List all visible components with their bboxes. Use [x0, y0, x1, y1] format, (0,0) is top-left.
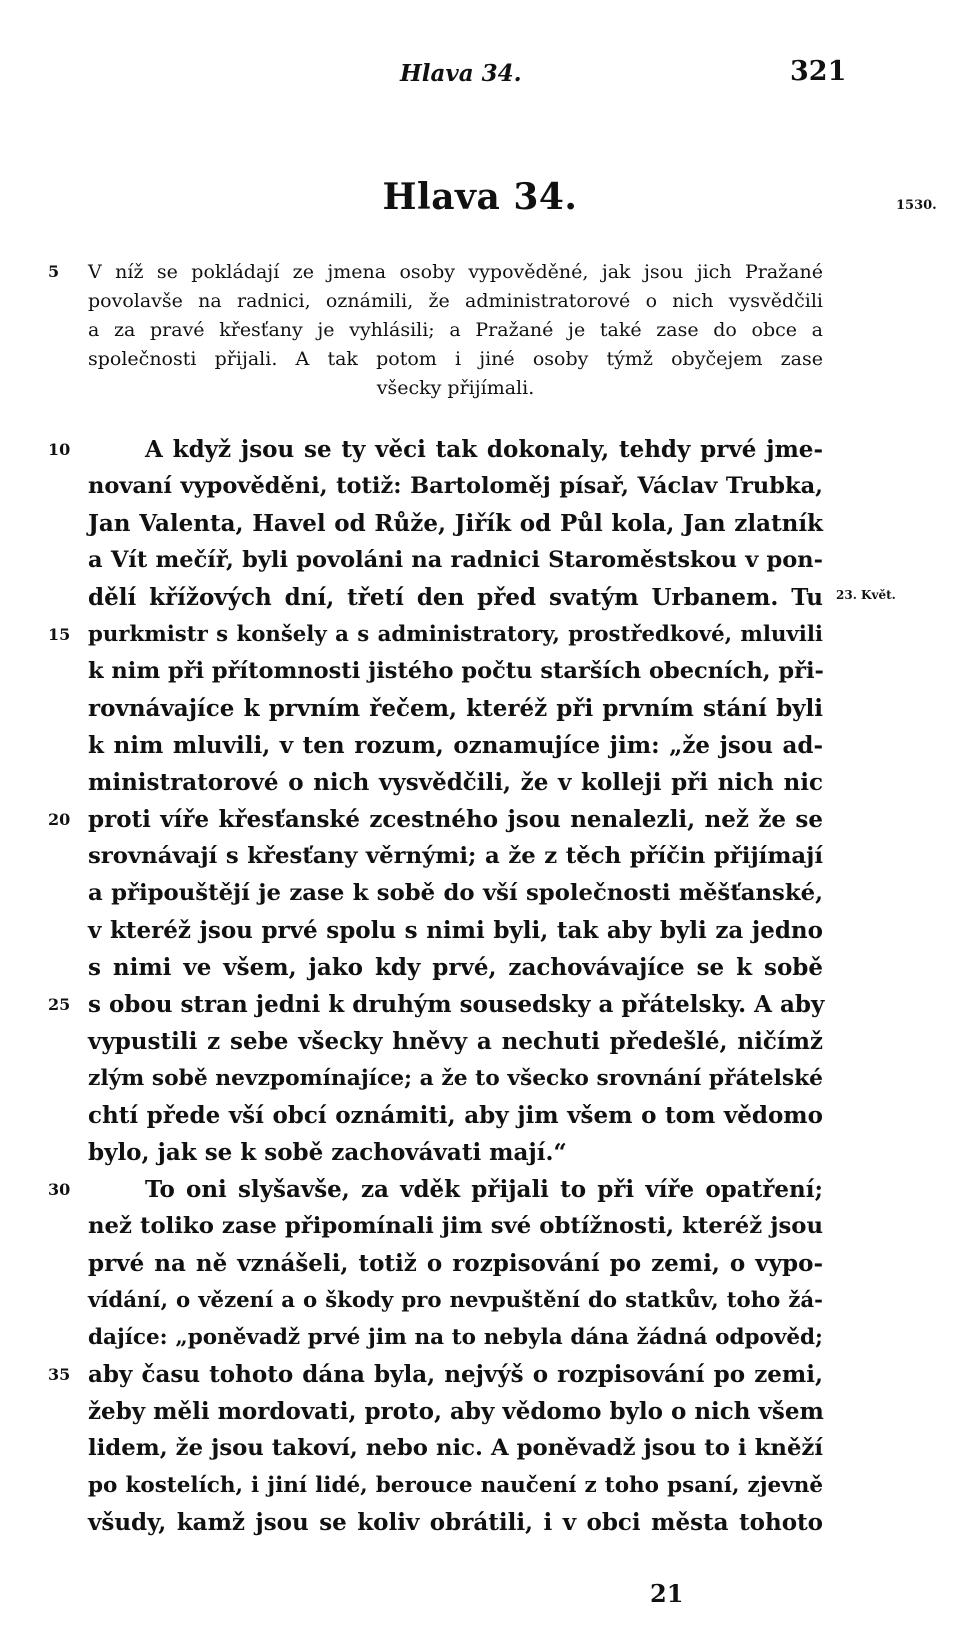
body-line: s nimi ve všem, jako kdy prvé, zachovávajíce se k sobě [88, 954, 823, 981]
line-number: 10 [48, 440, 71, 459]
body-line: než toliko zase připomínali jim své obtížnosti, kteréž jsou [88, 1213, 823, 1239]
line-number: 15 [48, 625, 71, 644]
summary-line: a za pravé křesťany je vyhlásili; a Pražané je také zase do obce a [88, 319, 823, 341]
line-number: 25 [48, 995, 71, 1014]
body-line: k nim mluvili, v ten rozum, oznamujíce jim: „že jsou ad- [88, 732, 823, 759]
body-line: dělí křížových dní, třetí den před svatým Urbanem. Tu [88, 584, 823, 611]
running-head: Hlava 34. [400, 60, 522, 87]
summary-line: společnosti přijali. A tak potom i jiné osoby týmž obyčejem zase [88, 348, 823, 370]
line-number: 5 [48, 262, 60, 281]
page-number: 321 [790, 56, 847, 87]
line-number: 35 [48, 1365, 71, 1384]
body-line: dajíce: „poněvadž prvé jim na to nebyla dána žádná odpověd; [88, 1325, 823, 1350]
body-line: žeby měli mordovati, proto, aby vědomo bylo o nich všem [88, 1398, 824, 1425]
body-line: s obou stran jedni k druhým sousedsky a přátelsky. A aby [88, 991, 825, 1018]
body-line: proti víře křesťanské zcestného jsou nenalezli, než že se [88, 806, 823, 833]
body-line: zlým sobě nevzpomínajíce; a že to všecko srovnání přátelské [88, 1066, 823, 1091]
body-line: a připouštějí je zase k sobě do vší společnosti měšťanské, [88, 880, 823, 906]
margin-year: 1530. [896, 198, 937, 213]
body-line: vídání, o vězení a o škody pro nevpuštění do statkův, toho žá- [88, 1288, 823, 1313]
body-line: purkmistr s konšely a s administratory, prostředkové, mluvili [88, 622, 823, 647]
summary-line: povolavše na radnici, oznámili, že administratorové o nich vysvědčili [88, 290, 823, 312]
chapter-title: Hlava 34. [382, 176, 578, 218]
line-number: 20 [48, 810, 71, 829]
chapter-summary [88, 258, 823, 403]
body-line: vypustili z sebe všecky hněvy a nechuti předešlé, ničímž [88, 1028, 823, 1055]
body-line: k nim při přítomnosti jistého počtu starších obecních, při- [88, 658, 824, 684]
body-line: lidem, že jsou takoví, nebo nic. A poněvadž jsou to i kněží [88, 1435, 823, 1461]
body-line: ministratorové o nich vysvědčili, že v kolleji při nich nic [88, 769, 823, 796]
margin-date-note: 23. Květ. [836, 588, 896, 602]
body-line: rovnávajíce k prvním řečem, kteréž při prvním stání byli [88, 695, 823, 722]
body-line: aby času tohoto dána byla, nejvýš o rozpisování po zemi, [88, 1361, 823, 1388]
body-line: A když jsou se ty věci tak dokonaly, tehdy prvé jme- [145, 436, 823, 463]
line-number: 30 [48, 1180, 71, 1199]
body-line: po kostelích, i jiní lidé, berouce naučení z toho psaní, zjevně [88, 1473, 823, 1498]
body-line: v kteréž jsou prvé spolu s nimi byli, tak aby byli za jedno [88, 917, 823, 944]
body-line: a Vít mečíř, byli povoláni na radnici Staroměstskou v pon- [88, 547, 823, 573]
summary-line: V níž se pokládají ze jmena osoby vypověděné, jak jsou jich Pražané [88, 261, 823, 283]
body-line: srovnávají s křesťany věrnými; a že z těch příčin přijímají [88, 843, 823, 869]
body-line: bylo, jak se k sobě zachovávati mají.“ [88, 1139, 567, 1166]
body-line: Jan Valenta, Havel od Růže, Jiřík od Půl kola, Jan zlatník [88, 510, 823, 537]
body-text [88, 431, 823, 1541]
summary-line: všecky přijímali. [376, 377, 535, 399]
body-line: všudy, kamž jsou se koliv obrátili, i v obci města tohoto [88, 1509, 823, 1536]
printer-signature: 21 [650, 1579, 684, 1608]
body-line: prvé na ně vznášeli, totiž o rozpisování po zemi, o vypo- [88, 1250, 823, 1277]
body-line: chtí přede vší obcí oznámiti, aby jim všem o tom vědomo [88, 1102, 823, 1129]
body-line: novaní vypověděni, totiž: Bartoloměj písař, Václav Trubka, [88, 473, 823, 499]
body-line: To oni slyšavše, za vděk přijali to při víře opatření; [145, 1176, 823, 1203]
